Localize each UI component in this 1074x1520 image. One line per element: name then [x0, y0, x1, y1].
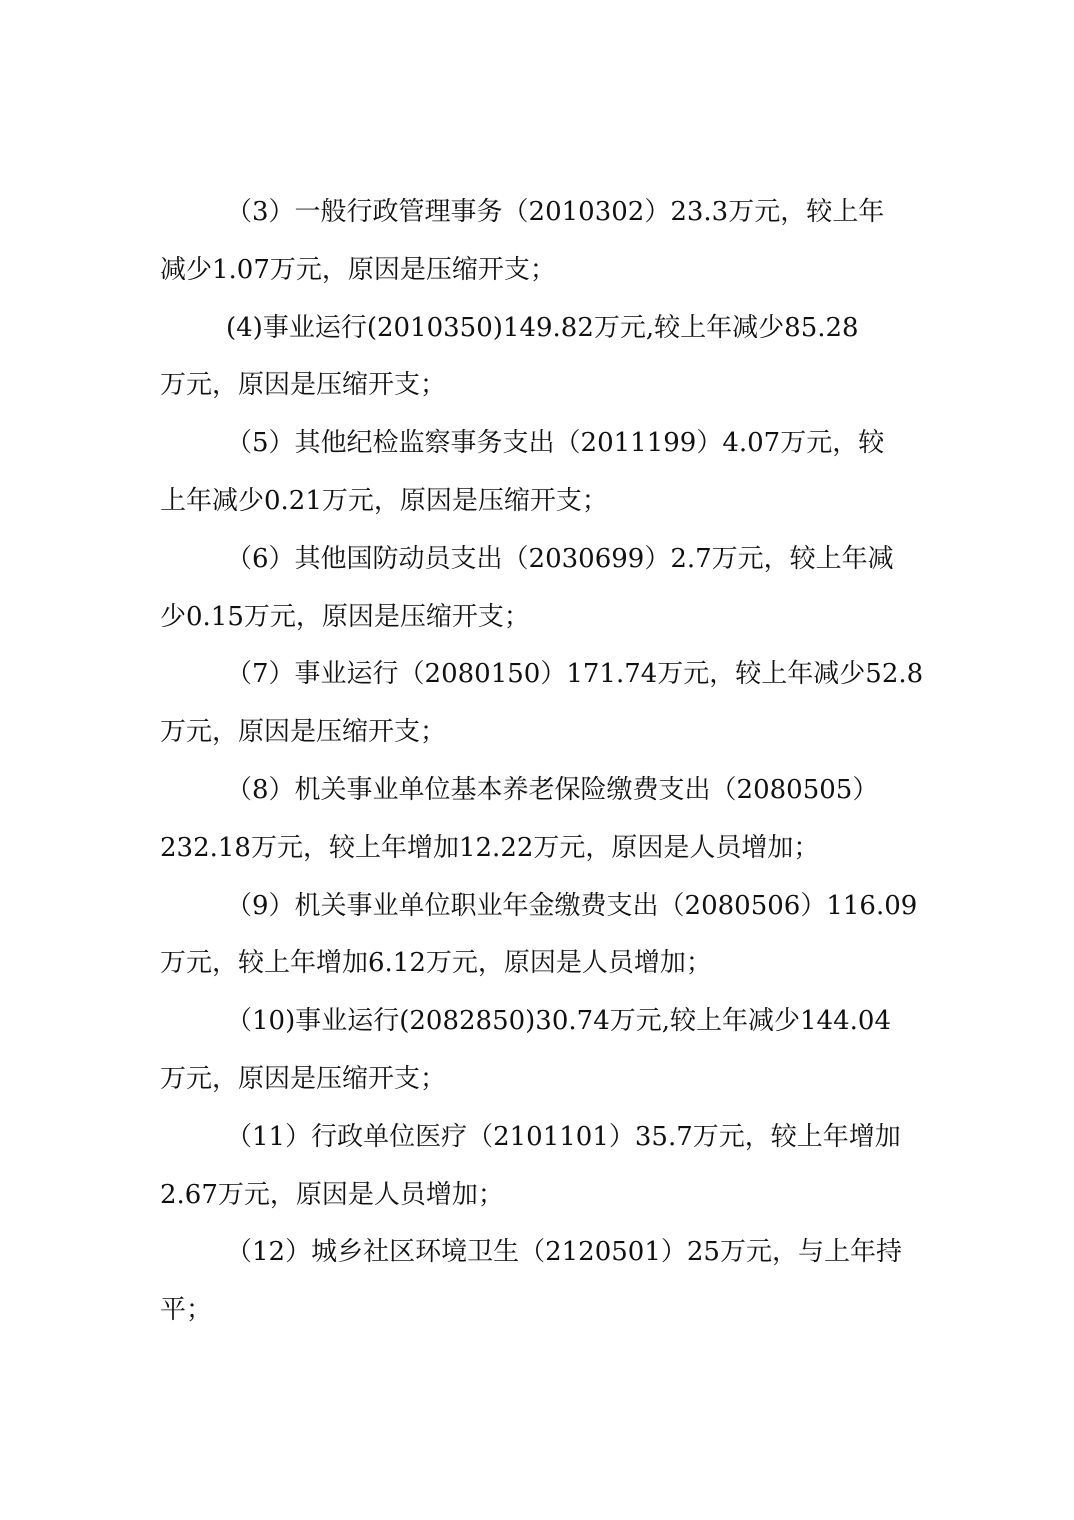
paragraph-line: （11）行政单位医疗（2101101）35.7万元，较上年增加	[226, 1121, 901, 1152]
expense-item-10	[160, 1001, 930, 1117]
paragraph-line: 232.18万元，较上年增加12.22万元，原因是人员增加；	[160, 832, 820, 863]
paragraph-line: 万元，原因是压缩开支；	[160, 370, 447, 401]
paragraph-line: （8）机关事业单位基本养老保险缴费支出（2080505）	[226, 774, 879, 805]
expense-item-5	[160, 423, 930, 539]
expense-item-3	[160, 192, 930, 308]
paragraph-line: 减少1.07万元，原因是压缩开支；	[160, 254, 556, 285]
paragraph-line: 少0.15万元，原因是压缩开支；	[160, 601, 530, 632]
document-body	[160, 192, 930, 1348]
paragraph-line: （12）城乡社区环境卫生（2120501）25万元，与上年持	[226, 1237, 902, 1268]
paragraph-line: (4)事业运行(2010350)149.82万元,较上年减少85.28	[226, 312, 859, 343]
paragraph-line: 平；	[160, 1295, 213, 1326]
paragraph-line: （7）事业运行（2080150）171.74万元，较上年减少52.8	[226, 659, 924, 690]
expense-item-6	[160, 539, 930, 655]
expense-item-9	[160, 886, 930, 1002]
paragraph-line: 2.67万元，原因是人员增加；	[160, 1179, 504, 1210]
paragraph-line: 万元，原因是压缩开支；	[160, 1063, 447, 1094]
paragraph-line: （9）机关事业单位职业年金缴费支出（2080506）116.09	[226, 890, 918, 921]
paragraph-line: （5）其他纪检监察事务支出（2011199）4.07万元，较	[226, 428, 885, 459]
paragraph-line: 上年减少0.21万元，原因是压缩开支；	[160, 485, 608, 516]
paragraph-line: 万元，较上年增加6.12万元，原因是人员增加；	[160, 948, 712, 979]
paragraph-line: 万元，原因是压缩开支；	[160, 717, 447, 748]
paragraph-line: （3）一般行政管理事务（2010302）23.3万元，较上年	[226, 197, 885, 227]
expense-item-11	[160, 1117, 930, 1233]
paragraph-line: （10)事业运行(2082850)30.74万元,较上年减少144.04	[226, 1006, 891, 1037]
paragraph-line: （6）其他国防动员支出（2030699）2.7万元，较上年减	[226, 543, 894, 574]
expense-item-8	[160, 770, 930, 886]
expense-item-4	[160, 308, 930, 424]
expense-item-12	[160, 1232, 930, 1348]
expense-item-7	[160, 654, 930, 770]
